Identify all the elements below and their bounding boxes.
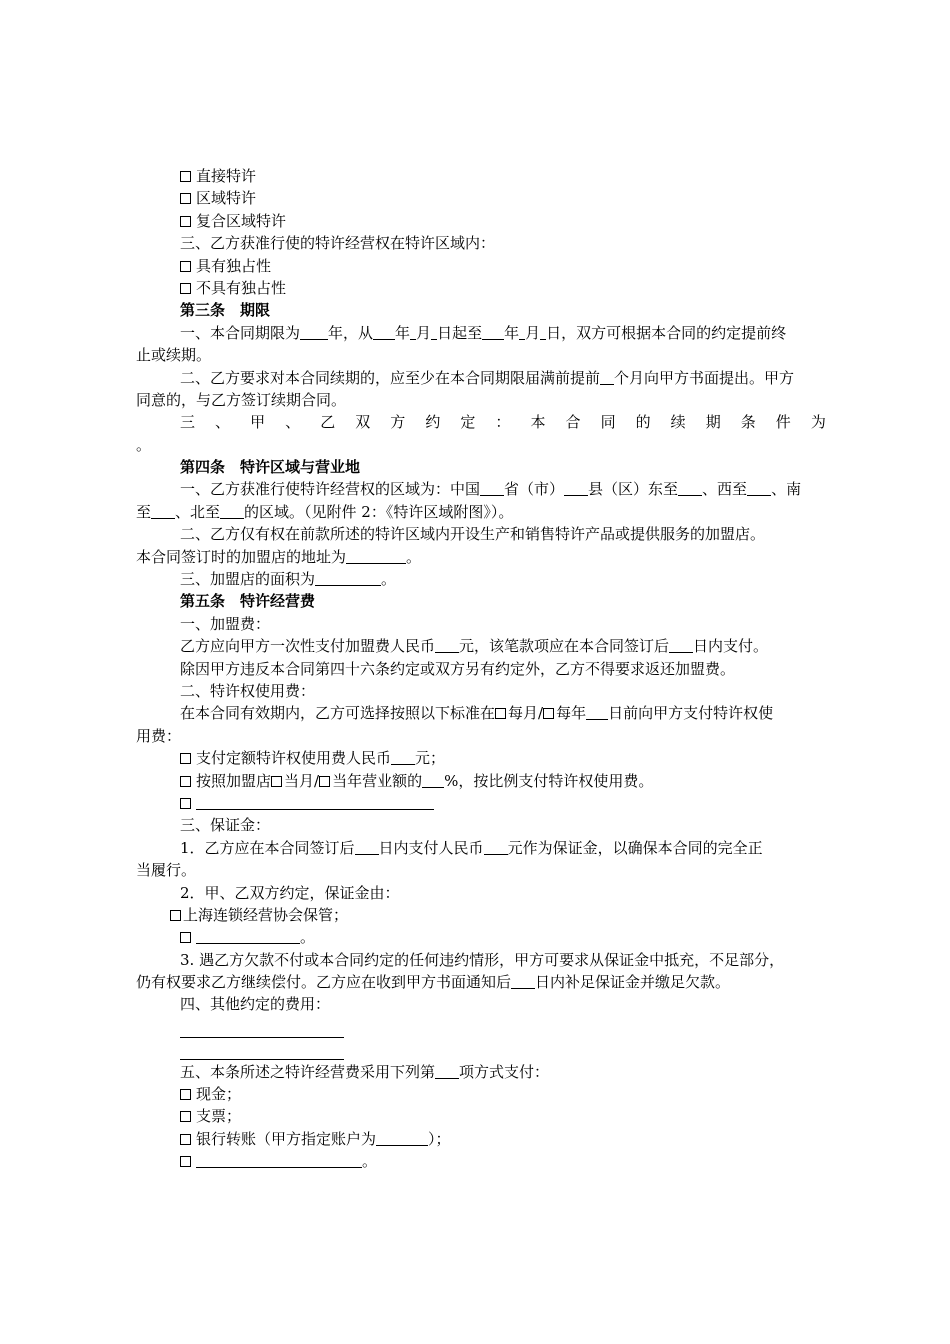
blank-field[interactable] [435, 636, 459, 653]
article-5-clause-2-body: 在本合同有效期内，乙方可选择按照以下标准在 每月/ 每年 日前向甲方支付特许权使 [180, 704, 774, 723]
article-3-clause-1: 一、本合同期限为 年，从 年 月 日起至 年 月 日，双方可根据本合同的约定提前终 [180, 323, 787, 342]
checkbox[interactable] [180, 1111, 191, 1122]
article-5-clause-1-refund: 除因甲方违反本合同第四十六条约定或双方另有约定外，乙方不得要求返还加盟费。 [180, 659, 736, 678]
clause-exclusivity: 三、乙方获准行使的特许经营权在特许区域内： [180, 234, 496, 253]
blank-field[interactable] [151, 502, 175, 519]
other-fees-blank-2 [136, 1038, 826, 1060]
blank-field[interactable] [511, 972, 535, 989]
article-5-clause-1-body: 乙方应向甲方一次性支付加盟费人民币 元，该笔款项应在本合同签订后 日内支付。 [180, 637, 769, 656]
blank-field[interactable] [482, 323, 504, 340]
article-3-heading: 第三条 期限 [180, 301, 271, 320]
article-4-clause-3: 三、加盟店的面积为 。 [180, 570, 397, 589]
blank-field[interactable] [422, 771, 444, 788]
blank-field[interactable] [678, 479, 702, 496]
checkbox[interactable] [271, 776, 282, 787]
article-5-heading: 第五条 特许经营费 [180, 592, 316, 611]
blank-field[interactable] [391, 748, 415, 765]
article-3-clause-1-cont: 止或续期。 [136, 346, 212, 365]
blank-field[interactable] [346, 547, 406, 564]
other-fees-blank-1 [136, 1016, 826, 1038]
deposit-item-3: 3. 遇乙方欠款不付或本合同约定的任何违约情形，甲方可要求从保证金中抵充，不足部分， [180, 950, 785, 969]
article-5-clause-2: 二、特许权使用费： [180, 681, 316, 700]
contract-body [136, 165, 826, 1173]
blank-field[interactable] [196, 1151, 362, 1168]
option-non-exclusive: 不具有独占性 [136, 277, 826, 299]
blank-field[interactable] [484, 838, 508, 855]
article-5-clause-1: 一、加盟费： [180, 614, 271, 633]
checkbox[interactable] [170, 910, 181, 921]
blank-field[interactable] [600, 368, 614, 385]
option-percentage-fee: 按照加盟店 当月/ 当年营业额的 %，按比例支付特许权使用费。 [136, 770, 826, 792]
blank-field[interactable] [300, 323, 328, 340]
article-4-clause-1-cont: 至 、北至 的区域。（见附件 2：《特许区域附图》）。 [136, 502, 514, 521]
checkbox[interactable] [180, 283, 191, 294]
checkbox[interactable] [180, 193, 191, 204]
deposit-item-1: 1．乙方应在本合同签订后 日内支付人民币 元作为保证金，以确保本合同的完全正 [180, 838, 763, 857]
blank-field[interactable] [373, 323, 395, 340]
blank-field[interactable] [669, 636, 693, 653]
checkbox[interactable] [495, 708, 506, 719]
option-other-fee [136, 792, 826, 814]
article-5-clause-2-cont: 用费： [136, 726, 182, 745]
checkbox[interactable] [543, 708, 554, 719]
checkbox[interactable] [180, 1134, 191, 1145]
checkbox[interactable] [180, 798, 191, 809]
article-4-clause-2: 二、乙方仅有权在前款所述的特许区域内开设生产和销售特许产品或提供服务的加盟店。 [180, 525, 766, 544]
checkbox[interactable] [180, 776, 191, 787]
option-cash: 现金； [136, 1083, 826, 1105]
blank-field[interactable] [564, 479, 588, 496]
blank-line[interactable] [180, 1016, 344, 1038]
blank-field[interactable] [196, 927, 300, 944]
blank-field[interactable] [355, 838, 379, 855]
blank-field[interactable] [376, 1129, 428, 1146]
option-fixed-fee: 支付定额特许权使用费人民币 元； [136, 747, 826, 769]
article-5-clause-3: 三、保证金： [180, 816, 271, 835]
checkbox[interactable] [180, 261, 191, 272]
checkbox[interactable] [180, 216, 191, 227]
blank-field[interactable] [747, 479, 771, 496]
option-other-custody: 。 [136, 926, 826, 948]
deposit-item-2: 2．甲、乙双方约定，保证金由： [180, 883, 400, 902]
article-3-clause-3: 三 、 甲 、 乙 双 方 约 定 ： 本 合 同 的 续 期 条 件 为 [180, 413, 826, 432]
article-4-heading: 第四条 特许区域与营业地 [180, 458, 361, 477]
option-compound-regional-franchise: 复合区域特许 [136, 210, 826, 232]
option-bank-transfer: 银行转账（甲方指定账户为 ）； [136, 1128, 826, 1150]
article-5-clause-5: 五、本条所述之特许经营费采用下列第 项方式支付： [180, 1062, 550, 1081]
article-5-clause-4: 四、其他约定的费用： [180, 995, 331, 1014]
article-4-clause-1: 一、乙方获准行使特许经营权的区域为：中国 省（市） 县（区）东至 、西至 、南 [180, 480, 802, 499]
deposit-item-1-cont: 当履行。 [136, 861, 197, 880]
option-regional-franchise: 区域特许 [136, 187, 826, 209]
option-association-custody: 上海连锁经营协会保管； [136, 904, 826, 926]
blank-line[interactable] [180, 1038, 344, 1060]
article-3-clause-2-cont: 同意的，与乙方签订续期合同。 [136, 390, 347, 409]
blank-field[interactable] [480, 479, 504, 496]
checkbox[interactable] [180, 171, 191, 182]
blank-field[interactable] [586, 703, 608, 720]
blank-field[interactable] [220, 502, 244, 519]
checkbox[interactable] [180, 932, 191, 943]
blank-field[interactable] [435, 1062, 459, 1079]
blank-field[interactable] [196, 793, 434, 810]
checkbox[interactable] [319, 776, 330, 787]
option-direct-franchise: 直接特许 [136, 165, 826, 187]
article-4-clause-2-cont: 本合同签订时的加盟店的地址为 。 [136, 547, 422, 566]
article-3-clause-3-end: 。 [136, 435, 152, 454]
blank-field[interactable] [315, 569, 381, 586]
option-check: 支票； [136, 1105, 826, 1127]
checkbox[interactable] [180, 753, 191, 764]
deposit-item-3-cont: 仍有权要求乙方继续偿付。乙方应在收到甲方书面通知后 日内补足保证金并缴足欠款。 [136, 973, 731, 992]
article-3-clause-2: 二、乙方要求对本合同续期的，应至少在本合同期限届满前提前 个月向甲方书面提出。甲方 [180, 368, 795, 387]
option-other-payment: 。 [136, 1150, 826, 1172]
checkbox[interactable] [180, 1089, 191, 1100]
option-exclusive: 具有独占性 [136, 255, 826, 277]
checkbox[interactable] [180, 1156, 191, 1167]
